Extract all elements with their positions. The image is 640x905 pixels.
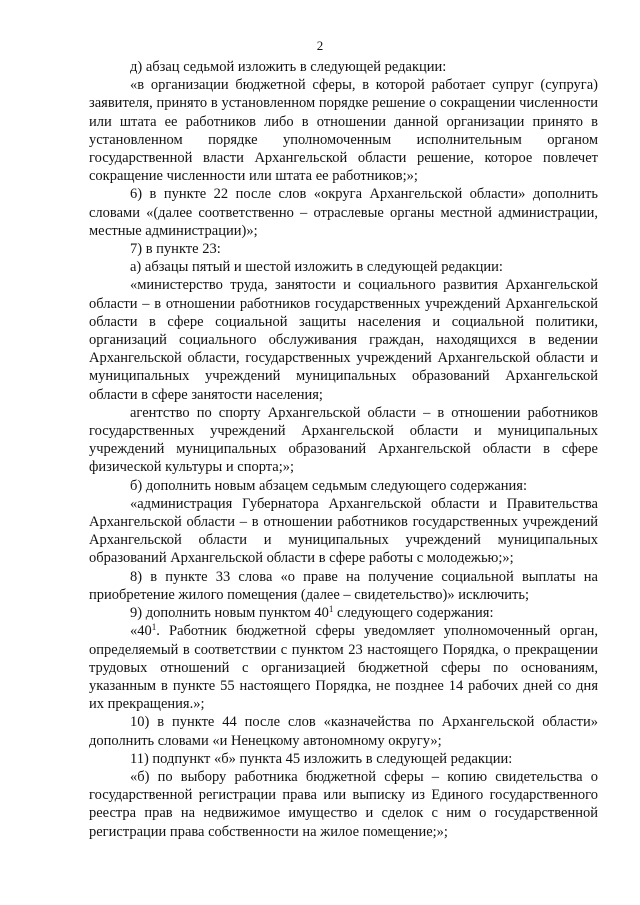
- page-number: 2: [316, 38, 324, 53]
- paragraph-item-9-text-after: следующего содержания:: [333, 605, 494, 622]
- paragraph-point-40-1-text-after: . Работник бюджетной сферы уведомляет уполномоченный орган, определяемый в соответствии с пунктом 23 настоящего Порядка, о прекращении трудовых отношений с организацией бюджетной сферы по основаниям, указанным в пункте 55 настоящего Порядка, не позднее 14 рабочих дней со дня их прекращения.»;: [89, 623, 598, 713]
- paragraph-item-10: 10) в пункте 44 после слов «казначейства по Архангельской области» дополнить словами «и Ненецкому автономному округу»;: [89, 714, 598, 749]
- paragraph-governor-administration: «администрация Губернатора Архангельской области и Правительства Архангельской области – в отношении работников государственных учреждений Архангельской области и муниципальных учреждений муниципальных образований Архангельской области в сфере работы с молодежью;»;: [89, 495, 598, 567]
- paragraph-d-item: д) абзац седьмой изложить в следующей редакции:: [130, 59, 447, 75]
- paragraph-item-7a: а) абзацы пятый и шестой изложить в следующей редакции:: [130, 259, 503, 276]
- paragraph-item-7b: б) дополнить новым абзацем седьмым следующего содержания:: [130, 477, 527, 494]
- paragraph-sports-agency: агентство по спорту Архангельской области – в отношении работников государственных учреждений Архангельской области и муниципальных учреждений муниципальных образований Архангельской области в сфере физической культуры и спорта;»;: [89, 404, 598, 476]
- paragraph-item-11: 11) подпункт «б» пункта 45 изложить в следующей редакции:: [130, 750, 513, 767]
- superscript: 1: [151, 622, 157, 633]
- paragraph-ministry-labor: «министерство труда, занятости и социального развития Архангельской области – в отношении работников государственных учреждений Архангельской области в сфере социальной защиты населения и социальной политики, организаций социального обслуживания граждан, находящихся в ведении Архангельской области, государственных учреждений Архангельской области и муниципальных учреждений муниципальных образований Архангельской области в сфере занятости населения;: [89, 277, 598, 403]
- superscript: 1: [328, 604, 334, 615]
- paragraph-item-8: 8) в пункте 33 слова «о праве на получение социальной выплаты на приобретение жилого помещения (далее – свидетельство)» исключить;: [89, 568, 598, 603]
- document-body: [89, 58, 598, 841]
- paragraph-item-6: 6) в пункте 22 после слов «округа Архангельской области» дополнить словами «(далее соответственно – отраслевые органы местной администрации, местные администрации)»;: [89, 186, 598, 239]
- paragraph-item-7: 7) в пункте 23:: [130, 241, 221, 258]
- paragraph-point-40-1: [89, 622, 598, 713]
- paragraph-item-9-text: 9) дополнить новым пунктом 40: [130, 605, 329, 622]
- paragraph-item-9: [89, 604, 598, 622]
- paragraph-subpoint-b: «б) по выбору работника бюджетной сферы – копию свидетельства о государственной регистрации права или выписку из Единого государственного реестра прав на недвижимое имущество и сделок с ним о государственной регистрации права собственности на жилое помещение;»;: [89, 768, 598, 840]
- paragraph-quoted-seventh: «в организации бюджетной сферы, в которой работает супруг (супруга) заявителя, принято в установленном порядке решение о сокращении численности или штата ее работников либо в отношении данной организации принято в установленном порядке уполномоченным исполнительным органом государственной власти Архангельской области решение, которое повлечет сокращение численности или штата ее работников;»;: [89, 77, 598, 185]
- paragraph-point-40-1-text: «40: [130, 623, 152, 640]
